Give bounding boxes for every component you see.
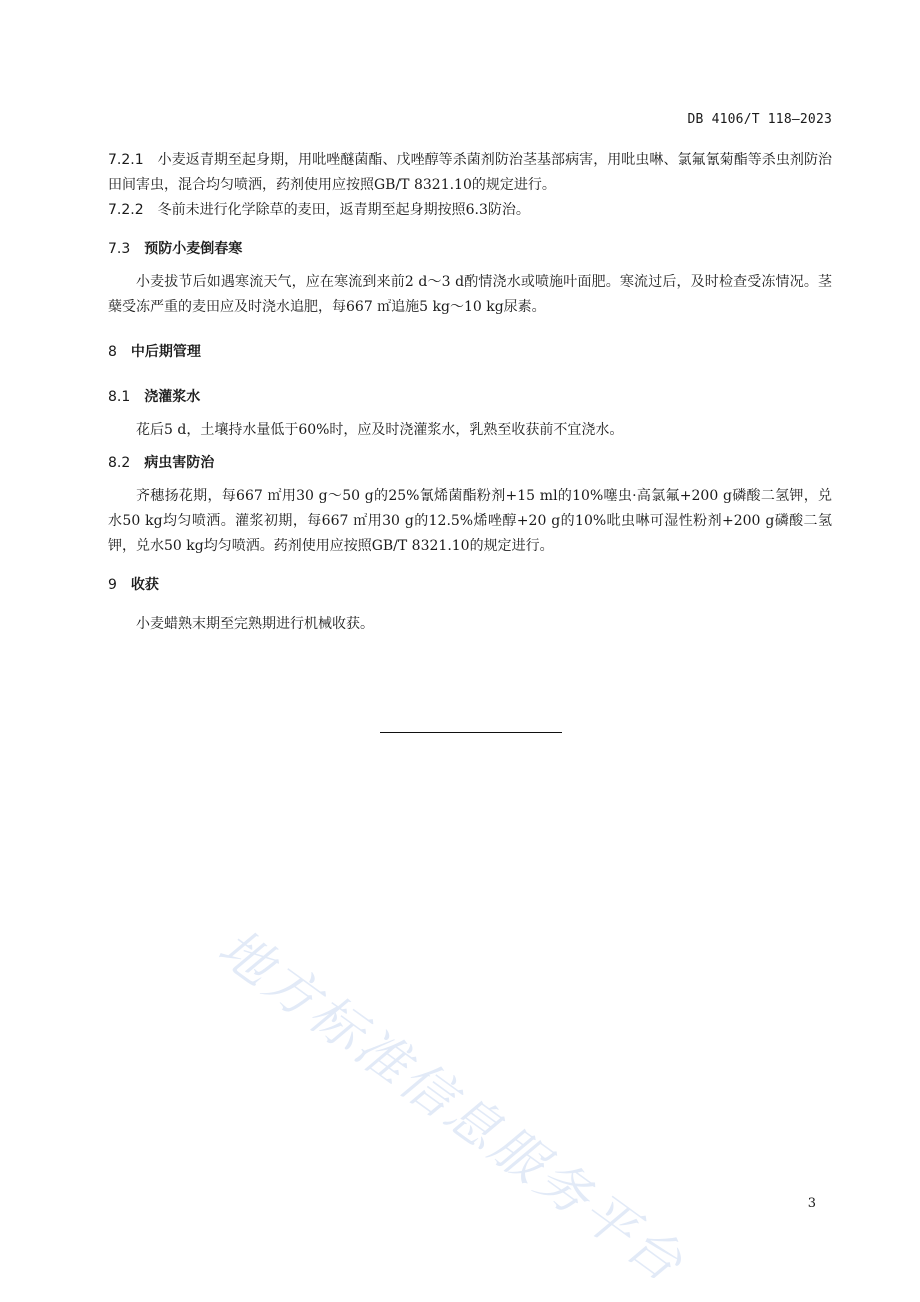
heading-number: 8.1 [108, 389, 131, 405]
clause-text: 小麦返青期至起身期，用吡唑醚菌酯、戊唑醇等杀菌剂防治茎基部病害，用吡虫啉、氯氟氰菊酯等杀虫剂防治田间害虫，混合均匀喷洒，药剂使用应按照GB/T 8321.10的规定进行。 [108, 152, 832, 193]
watermark: 地方标准信息服务平台 [207, 917, 696, 1296]
heading-title: 预防小麦倒春寒 [144, 241, 243, 257]
clause-number: 7.2.2 [108, 202, 144, 218]
heading-title: 收获 [130, 577, 159, 593]
heading-7-3 [108, 237, 832, 262]
clause-7-2-1 [108, 148, 832, 198]
heading-number: 8 [108, 344, 117, 360]
heading-8 [108, 340, 832, 365]
heading-8-2 [108, 451, 832, 476]
paragraph-9: 小麦蜡熟末期至完熟期进行机械收获。 [136, 616, 374, 632]
heading-9 [108, 573, 832, 598]
heading-title: 中后期管理 [130, 344, 201, 360]
clause-text: 冬前未进行化学除草的麦田，返青期至起身期按照6.3防治。 [157, 202, 530, 218]
paragraph-8-1: 花后5 d，土壤持水量低于60%时，应及时浇灌浆水，乳熟至收获前不宜浇水。 [136, 422, 624, 438]
paragraph-7-3: 小麦拔节后如遇寒流天气，应在寒流到来前2 d～3 d酌情浇水或喷施叶面肥。寒流过后，及时检查受冻情况。茎蘖受冻严重的麦田应及时浇水追肥，每667 ㎡追施5 kg～10 kg尿素。 [108, 274, 832, 315]
end-of-document-rule [380, 732, 562, 733]
heading-number: 8.2 [108, 455, 131, 471]
page-number: 3 [807, 1196, 816, 1211]
paragraph-8-2: 齐穗扬花期，每667 ㎡用30 g～50 g的25%氰烯菌酯粉剂+15 ml的10%噻虫·高氯氟+200 g磷酸二氢钾，兑水50 kg均匀喷洒。灌浆初期，每667 ㎡用30 g的12.5%烯唑醇+20 g的10%吡虫啉可湿性粉剂+200 g磷酸二氢钾，兑水50 kg均匀喷洒。药剂使用应按照GB/T 8321.10的规定进行。 [108, 488, 832, 554]
document-body [108, 148, 832, 637]
heading-title: 浇灌浆水 [144, 389, 201, 405]
heading-number: 9 [108, 577, 117, 593]
heading-title: 病虫害防治 [144, 455, 215, 471]
document-code: DB 4106/T 118—2023 [687, 112, 832, 127]
clause-number: 7.2.1 [108, 152, 144, 168]
heading-number: 7.3 [108, 241, 131, 257]
heading-8-1 [108, 385, 832, 410]
clause-7-2-2 [108, 198, 832, 223]
